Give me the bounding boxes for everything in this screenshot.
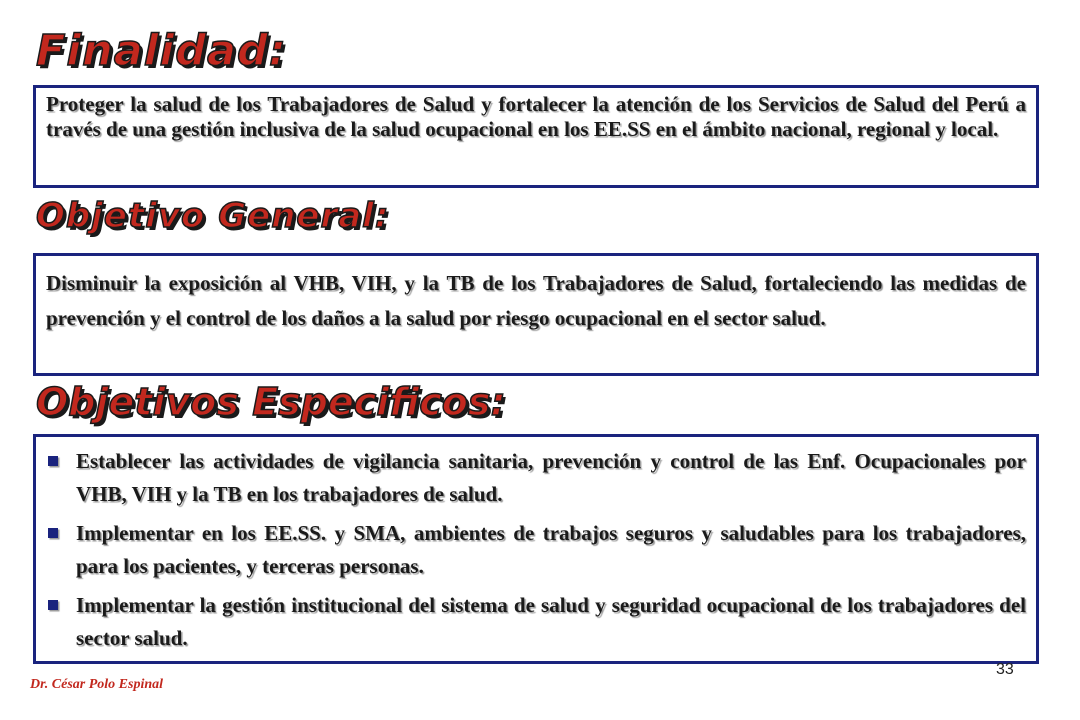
list-item: [46, 589, 1026, 655]
square-bullet-icon: [48, 600, 58, 610]
author-credit: Dr. César Polo Espinal: [30, 677, 164, 692]
heading-objetivo-general: Objetivo General:: [36, 196, 390, 236]
list-item: [46, 517, 1026, 583]
finalidad-text: Proteger la salud de los Trabajadores de Salud y fortalecer la atención de los Servicios de Salud del Perú a través de una gestión inclusiva de la salud ocupacional en los EE.SS en el ámbito nacional, regional y local.: [46, 92, 1026, 141]
objetivo-general-box: [33, 253, 1039, 376]
objetivo-general-text: Disminuir la exposición al VHB, VIH, y la TB de los Trabajadores de Salud, fortaleciendo las medidas de prevención y el control de los daños a la salud por riesgo ocupacional en el sector salud.: [46, 271, 1026, 330]
heading-finalidad: Finalidad:: [36, 26, 287, 76]
list-item-text: Establecer las actividades de vigilancia sanitaria, prevención y control de las Enf. Ocupacionales por VHB, VIH y la TB en los trabajadores de salud.: [76, 449, 1026, 506]
objetivos-list: [46, 445, 1026, 655]
objetivos-especificos-box: [33, 434, 1039, 664]
heading-objetivos-especificos: Objetivos Especificos:: [36, 380, 506, 424]
square-bullet-icon: [48, 528, 58, 538]
list-item-text: Implementar la gestión institucional del sistema de salud y seguridad ocupacional de los trabajadores del sector salud.: [76, 593, 1026, 650]
page-number: 33: [996, 661, 1014, 678]
list-item-text: Implementar en los EE.SS. y SMA, ambientes de trabajos seguros y saludables para los trabajadores, para los pacientes, y terceras personas.: [76, 521, 1026, 578]
list-item: [46, 445, 1026, 511]
square-bullet-icon: [48, 456, 58, 466]
finalidad-box: [33, 85, 1039, 188]
